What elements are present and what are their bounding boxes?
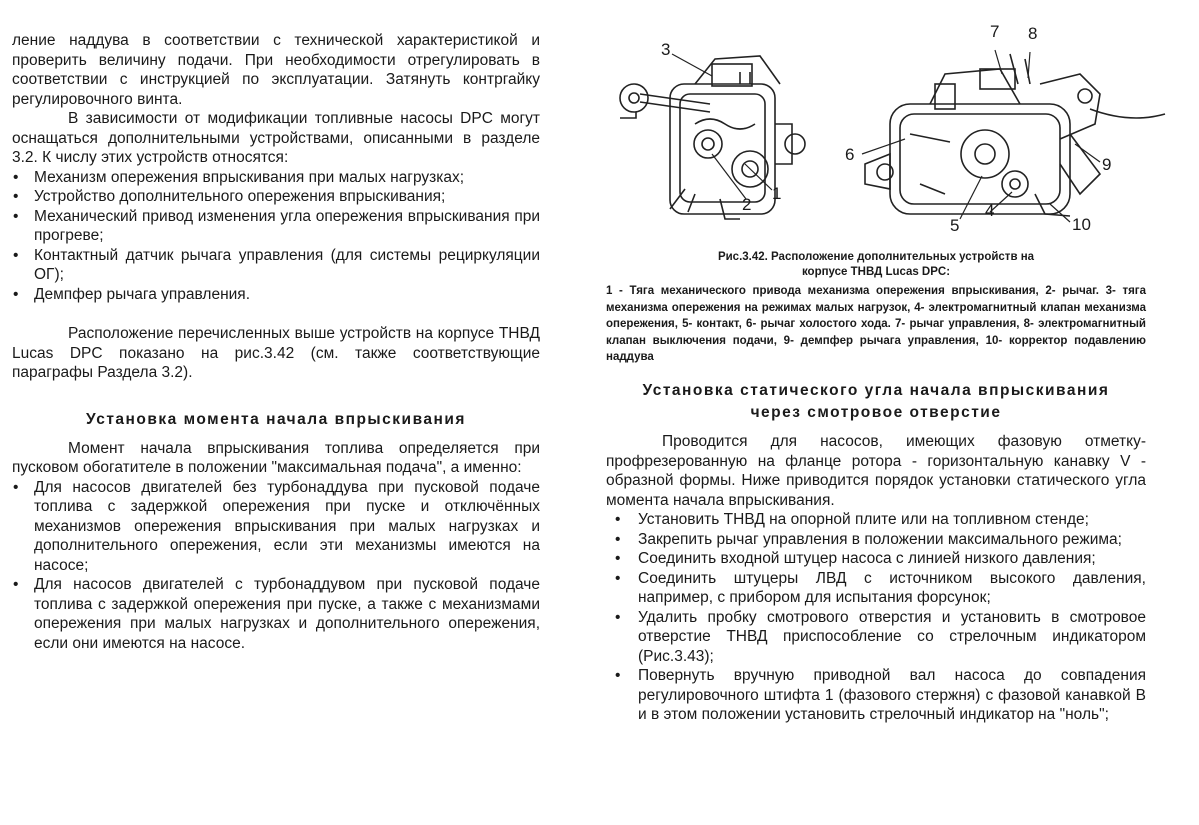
right-column <box>606 380 1146 725</box>
cases-list <box>12 478 540 654</box>
devices-list <box>12 168 540 305</box>
figure-label-2: 2 <box>742 195 752 214</box>
figure-label-6: 6 <box>845 145 855 164</box>
bullet-icon: • <box>13 246 19 264</box>
figure-caption-title: Рис.3.42. Расположение дополнительных устройств на корпусе ТНВД Lucas DPC: <box>717 251 1035 278</box>
bullet-icon: • <box>13 576 19 593</box>
list-item: • Соединить входной штуцер насоса с линией низкого давления; <box>615 550 1096 567</box>
paragraph-modifications: В зависимости от модификации топливные насосы DPC могут оснащаться дополнительными устройствами, описанными в разделе 3.2. К числу этих устройств относятся: <box>12 110 540 166</box>
list-item: • Устройство дополнительного опережения впрыскивания; <box>13 188 446 205</box>
figure-label-4: 4 <box>985 201 995 220</box>
pump-figure <box>600 14 1190 254</box>
list-item: • Повернуть вручную приводной вал насоса до совпадения регулировочного штифта 1 (фазового стержня) с фазовой канавкой В и в этом положении установить стрелочный индикатор на "ноль"; <box>615 667 1146 723</box>
list-item: • Механический привод изменения угла опережения впрыскивания при прогреве; <box>13 207 540 244</box>
figure-label-5: 5 <box>950 216 960 235</box>
bullet-icon: • <box>615 511 621 528</box>
bullet-icon: • <box>13 168 19 186</box>
paragraph-procedure: Проводится для насосов, имеющих фазовую отметку-профрезерованную на фланце ротора - горизонтальную канавку V - образной формы. Ниже приводится порядок установки статического угла момента начала впрыскивания. <box>606 433 1146 509</box>
bullet-icon: • <box>13 188 19 205</box>
figure-label-8: 8 <box>1028 24 1038 43</box>
bullet-icon: • <box>615 569 621 587</box>
paragraph-continuation: ление наддува в соответствии с технической характеристикой и проверить величину подачи. При необходимости отрегулировать в соответствии с инструкцией по эксплуатации. Затянуть контргайку регулировочного винта. <box>12 32 540 108</box>
bullet-icon: • <box>13 478 19 496</box>
list-item: • Соединить штуцеры ЛВД с источником высокого давления, например, с прибором для испытания форсунок; <box>615 569 1146 606</box>
list-item: • Демпфер рычага управления. <box>13 285 251 303</box>
list-item: • Для насосов двигателей с турбонаддувом при пусковой подаче топлива с задержкой опережения при пуске, а также с механизмами опережения при малых нагрузках и дополнительного опережения, если они имеются на насосе. <box>13 576 540 652</box>
paragraph-timing: Момент начала впрыскивания топлива определяется при пусковом обогатителе в положении "максимальная подача", а именно: <box>12 439 540 476</box>
figure-label-10: 10 <box>1072 215 1091 234</box>
figure-label-7: 7 <box>990 22 1000 41</box>
figure-label-3: 3 <box>661 40 671 59</box>
bullet-icon: • <box>615 550 621 567</box>
section-heading-injection-timing: Установка момента начала впрыскивания <box>86 410 466 428</box>
bullet-icon: • <box>13 285 19 303</box>
list-item: • Контактный датчик рычага управления (для системы рециркуляции ОГ); <box>13 246 540 283</box>
figure-caption-legend: 1 - Тяга механического привода механизма опережения впрыскивания, 2- рычаг. 3- тяга механизма опережения на режимах малых нагрузок, 4- электромагнитный клапан механизма опережения, 5- контакт, 6- рычаг холостого хода. 7- рычаг управления, 8- электромагнитный клапан выключения подачи, 9- демпфер рычага управления, 10- корректор подавлению наддува <box>606 285 1146 363</box>
figure-label-9: 9 <box>1102 155 1112 174</box>
figure-label-1: 1 <box>772 184 782 203</box>
bullet-icon: • <box>615 608 621 626</box>
section-heading-static-angle-2: через смотровое отверстие <box>750 404 1002 421</box>
list-item: • Установить ТНВД на опорной плите или на топливном стенде; <box>615 511 1089 528</box>
bullet-icon: • <box>615 530 621 548</box>
steps-list <box>606 510 1146 725</box>
list-item: • Для насосов двигателей без турбонаддува при пусковой подаче топлива с задержкой опережения при пуске и отключённых механизмов опережения впрыскивания при малых нагрузках и дополнительного опережения, если эти механизмы имеются на насосе; <box>13 478 540 574</box>
list-item: • Удалить пробку смотрового отверстия и установить в смотровое отверстие ТНВД приспособление со стрелочным индикатором (Рис.3.43); <box>615 608 1146 665</box>
list-item: • Закрепить рычаг управления в положении максимального режима; <box>615 530 1122 548</box>
section-heading-static-angle-1: Установка статического угла начала впрыскивания <box>642 382 1110 399</box>
bullet-icon: • <box>13 207 19 225</box>
paragraph-location: Расположение перечисленных выше устройств на корпусе ТНВД Lucas DPC показано на рис.3.42 (см. также соответствующие параграфы Раздела 3.2). <box>12 325 540 381</box>
pump-drawing-right <box>865 54 1165 216</box>
list-item: • Механизм опережения впрыскивания при малых нагрузках; <box>13 168 465 186</box>
left-column <box>12 31 540 653</box>
bullet-icon: • <box>615 667 621 684</box>
